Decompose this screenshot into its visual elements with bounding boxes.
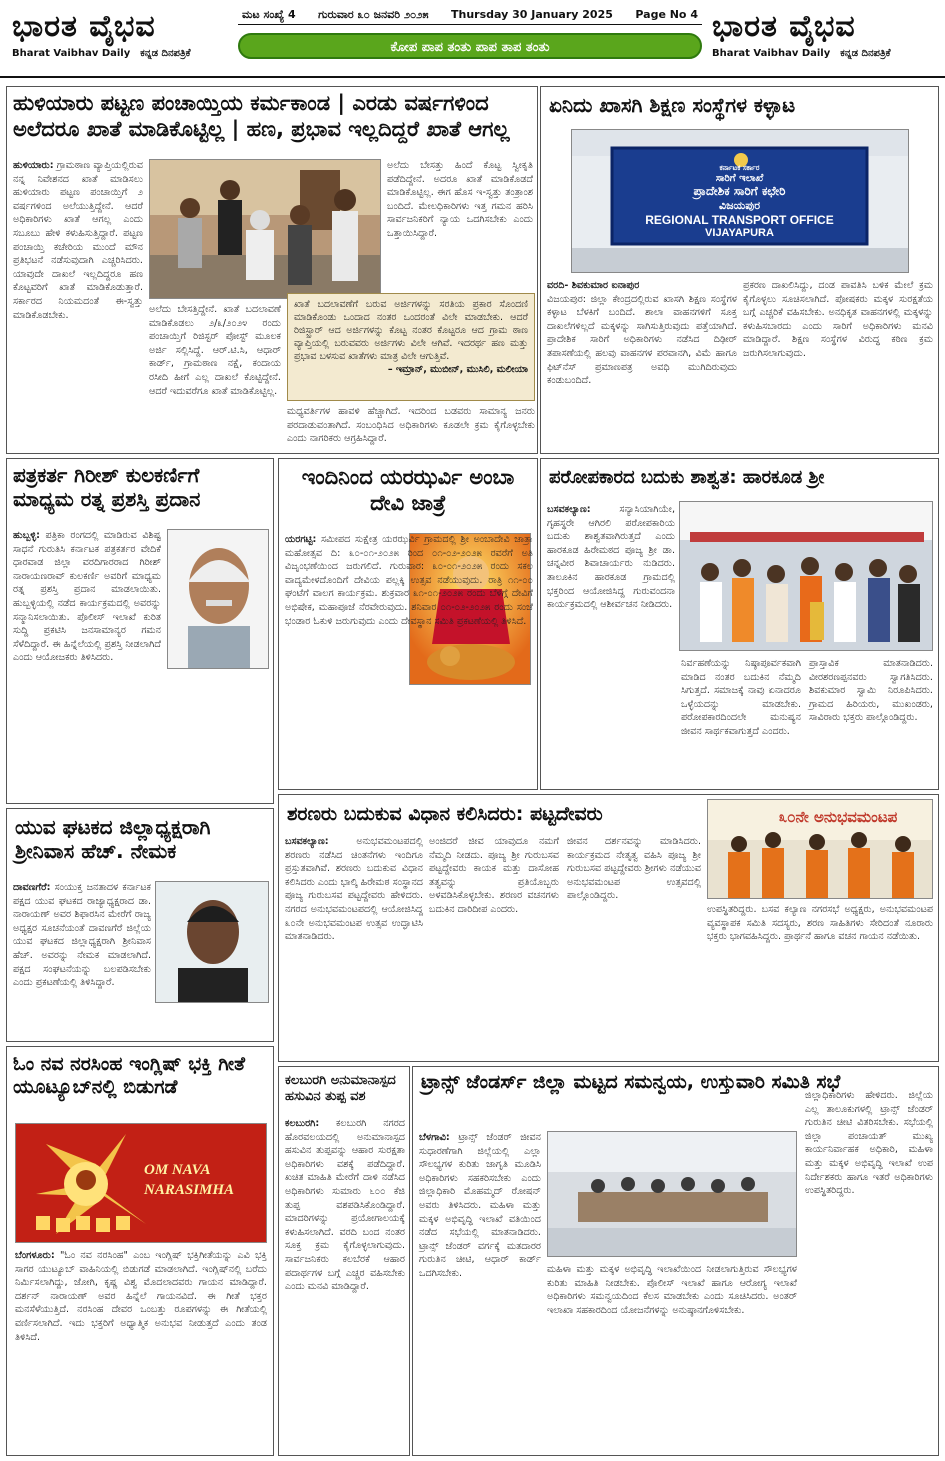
photo-anubhava-mantapa xyxy=(707,799,933,899)
slogan-banner: ಕೋಪ ಪಾಪ ತಂತು ಪಾಪ ತಾಪ ತಂತು xyxy=(238,33,702,59)
headline: ಏನಿದು ಖಾಸಗಿ ಶಿಕ್ಷಣ ಸಂಸ್ಥೆಗಳ ಕಳ್ಳಾಟ xyxy=(549,93,796,117)
headline: ಟ್ರಾನ್ಸ್ ಜೆಂಡರ್ಸ್ ಜಿಲ್ಲಾ ಮಟ್ಟದ ಸಮನ್ವಯ, ಉಸ್ತುವಾರಿ ಸಮಿತಿ ಸಭೆ xyxy=(421,1071,841,1093)
headline: ಶರಣರು ಬದುಕುವ ವಿಧಾನ ಕಲಿಸಿದರು: ಪಟ್ಟದೇವರು xyxy=(287,803,603,825)
dateline: ಬಸವಕಲ್ಯಾಣ: xyxy=(547,504,591,515)
photo-rto-building xyxy=(571,129,909,273)
dateline-bar xyxy=(238,6,702,25)
headline: ಪರೋಪಕಾರದ ಬದುಕು ಶಾಶ್ವತ: ಹಾರಕೂಡ ಶ್ರೀ xyxy=(549,467,825,488)
paropakara-col2: ನಿರ್ವಹಣೆಯನ್ನು ನಿಷ್ಠಾಪೂರ್ವಕವಾಗಿ ಮಾಡಿದ ನಂತರ ಬದುಕಿನ ನೆಮ್ಮದಿ ಸಿಗುತ್ತದೆ. ಸಮಾಜಕ್ಕೆ ನಾವು ಏನಾದರೂ ಒಳ್ಳೆಯದನ್ನು ಮಾಡಬೇಕು. ಪರೋಪಕಾರದಿಂದಲೇ ಮನುಷ್ಯನ ಜೀವನ ಸಾರ್ಥಕವಾಗುತ್ತದೆ ಎಂದರು. xyxy=(681,658,801,737)
kannada-date: ಗುರುವಾರ ೩೦ ಜನವರಿ ೨೦೨೫ xyxy=(318,8,429,21)
poster-title: OM NAVA NARASIMHA xyxy=(144,1162,235,1198)
headline: ಕಲಬುರಗಿ ಅನುಮಾನಾಸ್ಪದ ಹಸುವಿನ ತುಪ್ಪ ವಶ xyxy=(285,1073,396,1104)
logo-right xyxy=(712,6,937,72)
huliyar-col4: ಮಧ್ಯವರ್ತಿಗಳ ಹಾವಳಿ ಹೆಚ್ಚಾಗಿದೆ. ಇದರಿಂದ ಬಡವರು ಸಾಮಾನ್ಯ ಜನರು ಪರದಾಡುವಂತಾಗಿದೆ. ಸಂಬಂಧಿಸಿದ ಅಧಿಕಾರಿಗಳು ಕೂಡಲೇ ಕ್ರಮ ಕೈಗೊಳ್ಳಬೇಕು ಎಂದು ನಾಗರಿಕರು ಆಗ್ರಹಿಸಿದ್ದಾರೆ. xyxy=(287,406,535,445)
headline: ಹುಳಿಯಾರು ಪಟ್ಟಣ ಪಂಚಾಯ್ತಿಯ ಕರ್ಮಕಾಂಡ | ಎರಡು ವರ್ಷಗಳಿಂದ ಅಲೆದರೂ ಖಾತೆ ಮಾಡಿಕೊಟ್ಟಿಲ್ಲ | ಹಣ, ಪ್ರಭಾವ ಇಲ್ಲದಿದ್ದರೆ ಖಾತೆ ಆಗಲ್ಲ xyxy=(13,91,510,141)
sharanaru-col3: ಜೀವನ ದರ್ಶನವನ್ನು ಮಾಡಿಸಿದರು. ಕಾರ್ಯಕ್ರಮದ ನೇತೃತ್ವ ವಹಿಸಿ ಪೂಜ್ಯ ಶ್ರೀ ಗುರುಬಸವ ಪಟ್ಟದ್ದೇವರು ಶ್ರೀಗಳು ನಡೆಯುವ ಅನುಭವಮಂಟಪ ಉತ್ಸವದಲ್ಲಿ ಪಾಲ್ಗೊಂಡಿದ್ದರು. xyxy=(567,836,701,902)
story-sharanaru xyxy=(278,794,939,1062)
photo-meeting xyxy=(547,1131,797,1257)
dateline: ಬೆಂಗಳೂರು: xyxy=(15,1250,55,1261)
sign-en1: REGIONAL TRANSPORT OFFICE xyxy=(645,213,834,227)
page-number: Page No 4 xyxy=(635,8,698,21)
huliyar-col3: ಅಲೆದು ಬೇಸತ್ತು ಹಿಂದೆ ಕೊಟ್ಟ ಸ್ವೀಕೃತಿ ಪಡೆದಿದ್ದೇನೆ. ಅದರೂ ಖಾತೆ ಮಾಡಿಕೊಡದೆ ಮಾಡಿಕೊಟ್ಟಿಲ್ಲ. ಈಗ ಹೊಸ ಇ-ಸ್ವತ್ತು ತಂತ್ರಾಂಶ ಬಂದಿದೆ. ಮೇಲಧಿಕಾರಿಗಳು ಇತ್ತ ಗಮನ ಹರಿಸಿ ಸಾರ್ವಜನಿಕರಿಗೆ ನ್ಯಾಯ ಒದಗಿಸಬೇಕು ಎಂದು ಒತ್ತಾಯಿಸಿದ್ದಾರೆ. xyxy=(387,160,533,239)
sign-kn2: ಪ್ರಾದೇಶಿಕ ಸಾರಿಗೆ ಕಛೇರಿ xyxy=(693,184,786,198)
huliyar-col1 xyxy=(13,159,143,322)
srinivas-body: ದಾವಣಗೆರೆ: ಸಂಯುಕ್ತ ಜನತಾದಳ ಕರ್ನಾಟಕ ಪಕ್ಷದ ಯುವ ಘಟಕದ ರಾಜ್ಯಾಧ್ಯಕ್ಷರಾದ ಡಾ. ನಾರಾಯಣ್ ಅವರ ಶಿಫಾರಸಿನ ಮೇರೆಗೆ ರಾಜ್ಯ ಅಧ್ಯಕ್ಷರ ಸೂಚನೆಯಂತೆ ದಾವಣಗೆರೆ ಜಿಲ್ಲೆಯ ಯುವ ಘಟಕದ ಜಿಲ್ಲಾಧ್ಯಕ್ಷರಾಗಿ ಶ್ರೀನಿವಾಸ ಹೆಚ್. ಅವರನ್ನು ನೇಮಕ ಮಾಡಲಾಗಿದೆ. ಪಕ್ಷದ ಸಂಘಟನೆಯನ್ನು ಬಲಪಡಿಸಬೇಕು ಎಂದು ಪ್ರಕಟಣೆಯಲ್ಲಿ ತಿಳಿಸಿದ್ದಾರೆ. xyxy=(13,882,151,989)
boxed-quote: ಖಾತೆ ಬದಲಾವಣೆಗೆ ಬರುವ ಅರ್ಜಿಗಳನ್ನು ಸರತಿಯ ಪ್ರಕಾರ ಸೊಂದಣಿ ಮಾಡಿಕೊಂಡು ಒಂದಾದ ನಂತರ ಒಂದರಂತೆ ವಿಲೇ ಮಾಡಬೇಕು. ಆದರೆ ರಿಜಿಸ್ಟ್ರಾರ್ ಆದ ಅರ್ಜಿಗಳನ್ನು ಕೊಟ್ಟ ನಂತರ ಕೊಟ್ಟರೂ ಆದ ಗ್ರಾಮ ಠಾಣ ವ್ಯಾಪ್ತಿಯಲ್ಲಿ ಬರುವವರು ಅರ್ಜಿಗಳು ವಿಲೇ ಆಗಿವೆ. ಇದರರ್ಥ ಹಣ ಮತ್ತು ಪ್ರಭಾವ ಬಳಸುವ ಖಾತೆಗಳು ಮಾತ್ರ ವಿಲೇ ಆಗುತ್ತಿವೆ. – ಇಮ್ರಾನ್, ಮುಬೀನ್, ಮುಸಿಲಿ, ಮಲೀಯಾ xyxy=(287,293,535,401)
transgender-col3: ಜಿಲ್ಲಾಧಿಕಾರಿಗಳು ಹೇಳಿದರು. ಜಿಲ್ಲೆಯ ಎಲ್ಲ ತಾಲೂಕುಗಳಲ್ಲಿ ಟ್ರಾನ್ಸ್ ಜೆಂಡರ್ ಗುರುತಿನ ಚೀಟಿ ವಿತರಿಸಬೇಕು. ಸಭೆಯಲ್ಲಿ ಜಿಲ್ಲಾ ಪಂಚಾಯತ್ ಮುಖ್ಯ ಕಾರ್ಯನಿರ್ವಾಹಕ ಅಧಿಕಾರಿ, ಮಹಿಳಾ ಮತ್ತು ಮಕ್ಕಳ ಅಭಿವೃದ್ಧಿ ಇಲಾಖೆ ಉಪ ನಿರ್ದೇಶಕರು ಹಾಗೂ ಇತರೆ ಅಧಿಕಾರಿಗಳು ಉಪಸ್ಥಿತರಿದ್ದರು. xyxy=(805,1090,933,1197)
sign-en2: VIJAYAPURA xyxy=(705,227,774,239)
photo-srinivas xyxy=(155,881,269,1003)
volume: ಮಟ ಸಂಖ್ಯೆ 4 xyxy=(242,8,296,21)
headline: ಇಂದಿನಿಂದ ಯರಝರ್ವಿ ಅಂಬಾ ದೇವಿ ಜಾತ್ರೆ xyxy=(301,465,515,515)
dateline: ದಾವಣಗೆರೆ: xyxy=(13,882,51,893)
logo-en: Bharat Vaibhav Daily xyxy=(12,48,131,59)
story-rto xyxy=(540,86,939,454)
story-srinivas xyxy=(6,808,274,1042)
transgender-col2: ಮಹಿಳಾ ಮತ್ತು ಮಕ್ಕಳ ಅಭಿವೃದ್ಧಿ ಇಲಾಖೆಯಿಂದ ನೀಡಲಾಗುತ್ತಿರುವ ಸೌಲಭ್ಯಗಳ ಕುರಿತು ಮಾಹಿತಿ ನೀಡಬೇಕು. ಪೊಲೀಸ್ ಇಲಾಖೆ ಹಾಗೂ ಆರೋಗ್ಯ ಇಲಾಖೆ ಅಧಿಕಾರಿಗಳು ಸಮನ್ವಯದಿಂದ ಕೆಲಸ ಮಾಡಬೇಕು ಎಂದು ಸೂಚಿಸಿದರು. ಅಂತರ್ ಇಲಾಖಾ ಸಹಕಾರದಿಂದ ಯೋಜನೆಗಳನ್ನು ಅನುಷ್ಠಾನಗೊಳಿಸಬೇಕು. xyxy=(547,1264,797,1316)
dateline: ಹುಳಿಯಾರು: xyxy=(13,160,54,171)
english-date: Thursday 30 January 2025 xyxy=(451,8,613,21)
dateline: ಯರಗಟ್ಟಿ: xyxy=(285,534,317,545)
story-amba xyxy=(278,458,538,790)
rto-col1: ವರದಿ- ಶಿವಕುಮಾರ ಐನಾಪುರ ವಿಜಯಪುರ: ಜಿಲ್ಲಾ ಕೇಂದ್ರದಲ್ಲಿರುವ ಖಾಸಗಿ ಶಿಕ್ಷಣ ಸಂಸ್ಥೆಗಳ ಕಳ್ಳಾಟ ಬೆಳಕಿಗೆ ಬಂದಿದೆ. ಶಾಲಾ ವಾಹನಗಳಿಗೆ ಸೂಕ್ತ ದಾಖಲೆಗಳಿಲ್ಲದೆ ಮಕ್ಕಳನ್ನು ಸಾಗಿಸುತ್ತಿರುವುದು ಪತ್ತೆಯಾಗಿದೆ. ಪ್ರಾದೇಶಿಕ ಸಾರಿಗೆ ಅಧಿಕಾರಿಗಳು ನಡೆಸಿದ ದಿಢೀರ್ ತಪಾಸಣೆಯಲ್ಲಿ ಹಲವು ವಾಹನಗಳ ಪರವಾನಗಿ, ವಿಮೆ ಹಾಗೂ ಫಿಟ್‌ನೆಸ್ ಪ್ರಮಾಣಪತ್ರ ಅವಧಿ ಮುಗಿದಿರುವುದು ಕಂಡುಬಂದಿದೆ. xyxy=(547,280,737,387)
banner-text: ೩೦ನೇ ಅನುಭವಮಂಟಪ xyxy=(778,808,898,826)
sharanaru-col1: ಬಸವಕಲ್ಯಾಣ: ಅನುಭವಮಂಟಪದಲ್ಲಿ ಶರಣರು ನಡೆಸಿದ ಚಿಂತನೆಗಳು ಇಂದಿಗೂ ಪ್ರಸ್ತುತವಾಗಿವೆ. ಶರಣರು ಬದುಕುವ ವಿಧಾನ ಕಲಿಸಿದರು ಎಂದು ಭಾಲ್ಕಿ ಹಿರೇಮಠ ಸಂಸ್ಥಾನದ ಪೂಜ್ಯ ಗುರುಬಸವ ಪಟ್ಟದ್ದೇವರು ಹೇಳಿದರು. ನಗರದ ಅನುಭವಮಂಟಪದಲ್ಲಿ ಆಯೋಜಿಸಿದ್ದ ೩೦ನೇ ಅನುಭವಮಂಟಪ ಉತ್ಸವ ಉದ್ಘಾಟಿಸಿ ಮಾತನಾಡಿದರು. xyxy=(285,836,424,943)
logo-kn: ಕನ್ನಡ ದಿನಪತ್ರಿಕೆ xyxy=(840,48,891,59)
logo-kn: ಕನ್ನಡ ದಿನಪತ್ರಿಕೆ xyxy=(140,48,191,59)
story-kalaburagi xyxy=(278,1066,410,1456)
huliyar-col2: ಅಲೆದು ಬೇಸತ್ತಿದ್ದೇನೆ. ಖಾತೆ ಬದಲಾವಣೆ ಮಾಡಿಕೊಡಲು ೨/೩/೨೦೨೪ ರಂದು ಪಂಚಾಯ್ತಿಗೆ ರಿಜಿಸ್ಟರ್ ಪೋಸ್ಟ್ ಮೂಲಕ ಅರ್ಜಿ ಸಲ್ಲಿಸಿದ್ದೆ. ಆರ್.ಟಿ.ಸಿ, ಆಧಾರ್ ಕಾರ್ಡ್, ಗ್ರಾಮಠಾಣ ನಕ್ಷೆ, ಕಂದಾಯ ರಸೀದಿ ಹೀಗೆ ಎಲ್ಲ ದಾಖಲೆ ಕೊಟ್ಟಿದ್ದೇನೆ. ಆದರೆ ಇದುವರೆಗೂ ಖಾತೆ ಮಾಡಿಕೊಟ್ಟಿಲ್ಲ. xyxy=(149,304,281,397)
story-transgender xyxy=(412,1066,939,1456)
story-paropakara xyxy=(540,458,939,790)
boxed-signature: – ಇಮ್ರಾನ್, ಮುಬೀನ್, ಮುಸಿಲಿ, ಮಲೀಯಾ xyxy=(387,364,528,375)
logo-en: Bharat Vaibhav Daily xyxy=(712,48,831,59)
logo-left xyxy=(12,6,237,72)
girish-body: ಹುಬ್ಬಳ್ಳಿ: ಪತ್ರಿಕಾ ರಂಗದಲ್ಲಿ ಮಾಡಿರುವ ವಿಶಿಷ್ಟ ಸಾಧನೆ ಗುರುತಿಸಿ ಕರ್ನಾಟಕ ಪತ್ರಕರ್ತರ ವೇದಿಕೆ ಧಾರವಾಡ ಜಿಲ್ಲಾ ವರದಿಗಾರರಾದ ಗಿರೀಶ್ ನಾರಾಯಣರಾವ್ ಕುಲಕರ್ಣಿ ಅವರಿಗೆ ಮಾಧ್ಯಮ ರತ್ನ ಪ್ರಶಸ್ತಿ ಪ್ರದಾನ ಮಾಡಲಾಯಿತು. ಹುಬ್ಬಳ್ಳಿಯಲ್ಲಿ ನಡೆದ ಕಾರ್ಯಕ್ರಮದಲ್ಲಿ ಅವರನ್ನು ಸನ್ಮಾನಿಸಲಾಯಿತು. ಪೊಲೀಸ್ ಇಲಾಖೆ ಕುರಿತ ಸುದ್ದಿ ಪ್ರಕಟಿಸಿ ಜನಸಾಮಾನ್ಯರ ಗಮನ ಸೆಳೆದಿದ್ದಾರೆ. ಈ ಹಿನ್ನೆಲೆಯಲ್ಲಿ ಪ್ರಶಸ್ತಿ ನೀಡಲಾಗಿದೆ ಎಂದು ಆಯೋಜಕರು ತಿಳಿಸಿದರು. xyxy=(13,530,161,664)
photo-girish xyxy=(167,529,269,669)
sign-kn1: ಸಾರಿಗೆ ಇಲಾಖೆ xyxy=(715,173,764,184)
logo-title: ಭಾರತ ವೈಭವ xyxy=(712,9,856,44)
story-girish xyxy=(6,458,274,804)
dateline: ಹುಬ್ಬಳ್ಳಿ: xyxy=(13,530,40,541)
dateline: ವರದಿ- ಶಿವಕುಮಾರ ಐನಾಪುರ xyxy=(547,280,640,291)
story-om-nava xyxy=(6,1046,274,1456)
logo-title: ಭಾರತ ವೈಭವ xyxy=(12,9,156,44)
dateline: ಕಲಬುರಗಿ: xyxy=(285,1118,320,1129)
masthead-center xyxy=(238,6,702,70)
amba-body: ಯರಗಟ್ಟಿ: ಸಮೀಪದ ಸುಕ್ಷೇತ್ರ ಯರಝರ್ವಿ ಗ್ರಾಮದಲ್ಲಿ ಶ್ರೀ ಅಂಬಾದೇವಿ ಜಾತ್ರಾ ಮಹೋತ್ಸವ ದಿ: ೩೦-೦೧-೨೦೨೫ ರಿಂದ ೦೧-೦೨-೨೦೨೫ ರವರೆಗೆ ಅತಿ ವಿಜೃಂಭಣೆಯಿಂದ ಜರುಗಲಿದೆ. ಗುರುವಾರ: ೩೦-೦೧-೨೦೨೫ ರಂದು ಸಕಲ ವಾದ್ಯಮೇಳದೊಂದಿಗೆ ದೇವಿಯ ಪಲ್ಲಕ್ಕಿ ಉತ್ಸವ ನಡೆಯುವುದು. ರಾತ್ರಿ ೧೧-೦೦ ಘಂಟೆಗೆ ವಾಲಗ ಕಾರ್ಯಕ್ರಮ. ಶುಕ್ರವಾರ ೩೧-೦೧-೨೦೨೫ ರಂದು ಬೆಳಿಗ್ಗೆ ದೇವಿಗೆ ಅಭಿಷೇಕ, ಮಹಾಪೂಜೆ ನೆರವೇರುವುದು. ಶನಿವಾರ ೦೧-೦೨-೨೦೨೫ ರಂದು ಸಂಜೆ ಭಂಡಾರ ಓಕುಳಿ ಜರುಗುವುದು ಎಂದು ದೇವಸ್ಥಾನ ಸಮಿತಿ ಪ್ರಕಟಣೆಯಲ್ಲಿ ತಿಳಿಸಿದೆ. xyxy=(285,534,533,627)
story-huliyar xyxy=(6,86,538,454)
kalaburagi-body: ಕಲಬುರಗಿ: ಕಲಬುರಗಿ ನಗರದ ಹೊರವಲಯದಲ್ಲಿ ಅನುಮಾನಾಸ್ಪದ ಹಸುವಿನ ತುಪ್ಪವನ್ನು ಆಹಾರ ಸುರಕ್ಷತಾ ಅಧಿಕಾರಿಗಳು ವಶಕ್ಕೆ ಪಡೆದಿದ್ದಾರೆ. ಖಚಿತ ಮಾಹಿತಿ ಮೇರೆಗೆ ದಾಳಿ ನಡೆಸಿದ ಅಧಿಕಾರಿಗಳು ಸುಮಾರು ೬೦೦ ಕೆಜಿ ತುಪ್ಪ ವಶಪಡಿಸಿಕೊಂಡಿದ್ದಾರೆ. ಮಾದರಿಗಳನ್ನು ಪ್ರಯೋಗಾಲಯಕ್ಕೆ ಕಳುಹಿಸಲಾಗಿದೆ. ವರದಿ ಬಂದ ನಂತರ ಸೂಕ್ತ ಕ್ರಮ ಕೈಗೊಳ್ಳಲಾಗುವುದು. ಸಾರ್ವಜನಿಕರು ಕಲಬೆರಕೆ ಆಹಾರ ಪದಾರ್ಥಗಳ ಬಗ್ಗೆ ಎಚ್ಚರ ವಹಿಸಬೇಕು ಎಂದು ಮನವಿ ಮಾಡಿದ್ದಾರೆ. xyxy=(285,1118,405,1293)
dateline: ಬಸವಕಲ್ಯಾಣ: xyxy=(285,836,329,847)
om-nava-body: ಬೆಂಗಳೂರು: "ಓಂ ನವ ನರಸಿಂಹ" ಎಂಬ ಇಂಗ್ಲಿಷ್ ಭಕ್ತಿಗೀತೆಯನ್ನು ಎವಿ ಭಕ್ತಿ ಸಾಗರ ಯುಟ್ಯೂಬ್ ವಾಹಿನಿಯಲ್ಲಿ ಬಿಡುಗಡೆ ಮಾಡಲಾಗಿದೆ. ಇಂಗ್ಲಿಷ್‌ನಲ್ಲಿ ಬರೆದು ನಿರ್ಮಿಸಲಾಗಿದ್ದು, ಜೋಗಿ, ಕೃಷ್ಣ ವಿಶ್ವ ಮೊದಲಾದವರು ಗಾಯನ ಮಾಡಿದ್ದಾರೆ. ದರ್ಶನ್ ನಾರಾಯಣ್ ಅವರ ಹಿನ್ನೆಲೆ ಗಾಯನವಿದೆ. ಈ ಗೀತೆ ಭಕ್ತರ ಮನಸೆಳೆಯುತ್ತಿದೆ. ನರಸಿಂಹ ದೇವರ ಒಂಬತ್ತು ರೂಪಗಳನ್ನು ಈ ಗೀತೆಯಲ್ಲಿ ವರ್ಣಿಸಲಾಗಿದೆ. ಇದು ಭಕ್ತರಿಗೆ ಅಧ್ಯಾತ್ಮಿಕ ಅನುಭವ ನೀಡುತ್ತದೆ ಎಂದು ತಂಡ ತಿಳಿಸಿದೆ. xyxy=(15,1250,267,1343)
sign-top: ಕರ್ನಾಟಕ ಸರ್ಕಾರ xyxy=(719,164,760,172)
transgender-col1: ಬೆಳಗಾವಿ: ಟ್ರಾನ್ಸ್ ಜೆಂಡರ್ ಜೀವನ ಸುಧಾರಣೆಗಾಗಿ ಜಿಲ್ಲೆಯಲ್ಲಿ ಎಲ್ಲಾ ಸೌಲಭ್ಯಗಳ ಕುರಿತು ಜಾಗೃತಿ ಮೂಡಿಸಿ ಅಧಿಕಾರಿಗಳು ಸಹಕರಿಸಬೇಕು ಎಂದು ಜಿಲ್ಲಾಧಿಕಾರಿ ಮೊಹಮ್ಮದ್ ರೋಷನ್ ಅವರು ತಿಳಿಸಿದರು. ಮಹಿಳಾ ಮತ್ತು ಮಕ್ಕಳ ಅಭಿವೃದ್ಧಿ ಇಲಾಖೆ ವತಿಯಿಂದ ನಡೆದ ಸಭೆಯಲ್ಲಿ ಮಾತನಾಡಿದರು. ಟ್ರಾನ್ಸ್ ಜೆಂಡರ್ ವರ್ಗಕ್ಕೆ ಮತದಾರರ ಗುರುತಿನ ಚೀಟಿ, ಆಧಾರ್ ಕಾರ್ಡ್ ಒದಗಿಸಬೇಕು. xyxy=(419,1132,541,1279)
dateline: ಬೆಳಗಾವಿ: xyxy=(419,1132,450,1143)
photo-haraguda-event xyxy=(679,501,933,651)
sharanaru-col2: ಅಂಜಿದರೆ ಜೀವ ಯಾವುದೂ ನಮಗೆ ನೆಮ್ಮದಿ ನೀಡದು. ಪೂಜ್ಯ ಶ್ರೀ ಗುರುಬಸವ ಪಟ್ಟದ್ದೇವರು ಕಾಯಕ ಮತ್ತು ದಾಸೋಹ ತತ್ವವನ್ನು ಪ್ರತಿಯೊಬ್ಬರು ಅಳವಡಿಸಿಕೊಳ್ಳಬೇಕು. ಶರಣರ ವಚನಗಳು ಬದುಕಿನ ದಾರಿದೀಪ ಎಂದರು. xyxy=(429,836,559,915)
paropakara-col3: ಪ್ರಾಸ್ತಾವಿಕ ಮಾತನಾಡಿದರು. ವೀರಶರಣಪ್ಪನವರು ಸ್ವಾಗತಿಸಿದರು. ಶಿವಕುಮಾರ ಸ್ವಾಮಿ ನಿರೂಪಿಸಿದರು. ಗ್ರಾಮದ ಹಿರಿಯರು, ಮುಖಂಡರು, ಸಾವಿರಾರು ಭಕ್ತರು ಪಾಲ್ಗೊಂಡಿದ್ದರು. xyxy=(809,658,933,724)
photo-huliyar-residents xyxy=(149,159,381,299)
poster-om-nava xyxy=(15,1123,267,1243)
sign-kn3: ವಿಜಯಪುರ xyxy=(718,199,761,212)
paropakara-col1: ಬಸವಕಲ್ಯಾಣ: ಸನ್ಯಾಸಿಯಾಗಿಯೇ, ಗೃಹಸ್ಥರೇ ಆಗಿರಲಿ ಪರೋಪಕಾರಿಯ ಬದುಕು ಶಾಶ್ವತವಾಗಿರುತ್ತದೆ ಎಂದು ಹಾರಕೂಡ ಹಿರೇಮಠದ ಪೂಜ್ಯ ಶ್ರೀ ಡಾ. ಚನ್ನವೀರ ಶಿವಾಚಾರ್ಯರು ನುಡಿದರು. ತಾಲೂಕಿನ ಹಾರಕೂಡ ಗ್ರಾಮದಲ್ಲಿ ಭಕ್ತರಿಂದ ಆಯೋಜಿಸಿದ್ದ ಗುರುವಂದನಾ ಕಾರ್ಯಕ್ರಮದಲ್ಲಿ ಆಶೀರ್ವಚನ ನೀಡಿದರು. xyxy=(547,504,675,611)
text: ಗ್ರಾಮಠಾಣ ವ್ಯಾಪ್ತಿಯಲ್ಲಿರುವ ನನ್ನ ನಿವೇಶನದ ಖಾತೆ ಮಾಡಿಸಲು ಹುಳಿಯಾರು ಪಟ್ಟಣ ಪಂಚಾಯ್ತಿಗೆ ೨ ವರ್ಷಗಳಿಂದ ಅಲೆಯುತ್ತಿದ್ದೇನೆ. ಆದರೆ ಅಧಿಕಾರಿಗಳು ಖಾತೆ ಆಗಲ್ಲ ಎಂದು ಸಬೂಬು ಹೇಳಿ ಕಳುಹಿಸುತ್ತಿದ್ದಾರೆ. ಪಟ್ಟಣ ಪಂಚಾಯ್ತಿ ಕಚೇರಿಯ ಮುಂದೆ ಮೌನ ಪ್ರತಿಭಟನೆ ನಡೆಸುವುದಾಗಿ ಎಚ್ಚರಿಸಿದರು. ಯಾವುದೇ ದಾಖಲೆ ಇಲ್ಲದಿದ್ದರೂ ಹಣ ಕೊಟ್ಟವರಿಗೆ ಖಾತೆ ಮಾಡಿಕೊಡುತ್ತಾರೆ. ಸರ್ಕಾರದ ನಿಯಮದಂತೆ ಈ-ಸ್ವತ್ತು ಮಾಡಿಕೊಡಬೇಕು. xyxy=(13,160,143,321)
sharanaru-col4: ಉಪಸ್ಥಿತರಿದ್ದರು. ಬಸವ ಕಲ್ಯಾಣ ನಗರಸಭೆ ಅಧ್ಯಕ್ಷರು, ಅನುಭವಮಂಟಪ ವ್ಯವಸ್ಥಾಪಕ ಸಮಿತಿ ಸದಸ್ಯರು, ಶರಣ ಸಾಹಿತಿಗಳು ಸೇರಿದಂತೆ ನೂರಾರು ಭಕ್ತರು ಭಾಗವಹಿಸಿದ್ದರು. ಪ್ರಾರ್ಥನೆ ಹಾಗೂ ವಚನ ಗಾಯನ ನಡೆಯಿತು. xyxy=(707,904,933,943)
headline: ಯುವ ಘಟಕದ ಜಿಲ್ಲಾಧ್ಯಕ್ಷರಾಗಿ ಶ್ರೀನಿವಾಸ ಹೆಚ್. ನೇಮಕ xyxy=(15,815,211,864)
rto-col2: ಪ್ರಕರಣ ದಾಖಲಿಸಿದ್ದು, ದಂಡ ಪಾವತಿಸಿ ಬಳಿಕ ಮೇಲೆ ಕ್ರಮ ಕೈಗೊಳ್ಳಲು ಸೂಚಿಸಲಾಗಿದೆ. ಪೋಷಕರು ಮಕ್ಕಳ ಸುರಕ್ಷತೆಯ ಬಗ್ಗೆ ಎಚ್ಚರಿಕೆ ವಹಿಸಬೇಕು. ಅನಧಿಕೃತ ವಾಹನಗಳಲ್ಲಿ ಮಕ್ಕಳನ್ನು ಕಳುಹಿಸಬಾರದು ಎಂದು ಸಾರಿಗೆ ಅಧಿಕಾರಿಗಳು ಮನವಿ ಮಾಡಿದ್ದಾರೆ. ಶಿಕ್ಷಣ ಸಂಸ್ಥೆಗಳ ವಿರುದ್ಧ ಕಠಿಣ ಕ್ರಮ ಜರುಗಿಸಲಾಗುವುದು. xyxy=(743,280,933,359)
headline: ಪತ್ರಕರ್ತ ಗಿರೀಶ್ ಕುಲಕರ್ಣಿಗೆ ಮಾಧ್ಯಮ ರತ್ನ ಪ್ರಶಸ್ತಿ ಪ್ರದಾನ xyxy=(13,463,201,512)
headline: ಓಂ ನವ ನರಸಿಂಹ ಇಂಗ್ಲಿಷ್ ಭಕ್ತಿ ಗೀತೆ ಯೂಟ್ಯೂಬ್‌ನಲ್ಲಿ ಬಿಡುಗಡೆ xyxy=(13,1053,245,1099)
masthead xyxy=(0,0,945,78)
